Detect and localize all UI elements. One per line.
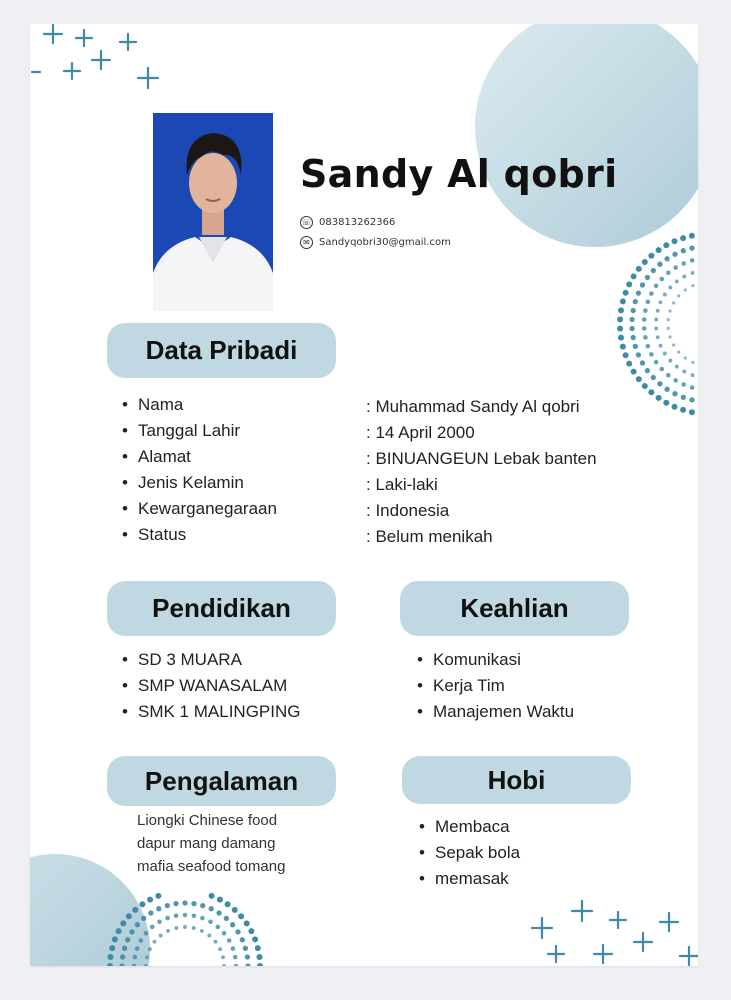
personal-values xyxy=(366,394,597,550)
decoration-dot xyxy=(669,335,672,338)
decoration-dot xyxy=(629,326,634,331)
decoration-dot xyxy=(673,378,678,383)
decoration-dot xyxy=(643,308,648,313)
decoration-dot xyxy=(159,934,163,938)
skill-item: • Kerja Tim xyxy=(417,673,574,699)
decoration-dot xyxy=(243,946,248,951)
decoration-dot xyxy=(174,914,179,919)
hobby-list xyxy=(419,814,520,892)
decoration-dot xyxy=(663,352,667,356)
section-title-keahlian: Keahlian xyxy=(400,581,629,636)
decoration-dot xyxy=(689,233,695,239)
email-address: Sandyqobri30@gmail.com xyxy=(319,237,451,248)
decoration-dot xyxy=(656,395,662,401)
decoration-dot xyxy=(656,309,660,313)
decoration-dot xyxy=(165,903,170,908)
decoration-dot xyxy=(217,897,223,903)
decoration-dot xyxy=(672,404,678,410)
decoration-dot xyxy=(645,368,650,373)
decoration-dot xyxy=(668,285,672,289)
decoration-dot xyxy=(681,395,686,400)
decoration-dot xyxy=(681,261,686,266)
decoration-dot xyxy=(157,920,162,925)
decoration-dot xyxy=(631,335,636,340)
decoration-dot xyxy=(141,916,146,921)
decoration-dot xyxy=(691,373,695,377)
decoration-dot xyxy=(165,916,170,921)
label-jenis-kelamin: • Jenis Kelamin xyxy=(122,470,277,496)
email-contact xyxy=(300,236,451,249)
decoration-dot xyxy=(200,916,205,921)
cv-page xyxy=(30,24,698,966)
decoration-dot xyxy=(657,381,662,386)
decoration-dot xyxy=(649,352,654,357)
decoration-dot xyxy=(257,954,263,960)
decoration-dot xyxy=(684,288,687,291)
top-right-circle xyxy=(475,24,698,247)
decoration-dot xyxy=(230,922,235,927)
decoration-dot xyxy=(646,300,651,305)
decoration-dot xyxy=(654,360,659,365)
decoration-dot xyxy=(139,938,144,943)
decoration-dot xyxy=(691,284,694,287)
decoration-dot xyxy=(669,309,672,312)
decoration-dot xyxy=(255,945,261,951)
decoration-dot xyxy=(659,344,663,348)
decoration-dot xyxy=(245,963,250,966)
decoration-dot xyxy=(677,294,680,297)
decoration-dot xyxy=(231,946,236,951)
decoration-dot xyxy=(656,247,662,253)
decoration-dot xyxy=(617,316,623,322)
decoration-dot xyxy=(648,253,654,259)
decoration-dot xyxy=(636,376,642,382)
decoration-dot xyxy=(681,248,686,253)
decoration-dot xyxy=(690,385,695,390)
label-nama: • Nama xyxy=(122,392,277,418)
decoration-dot xyxy=(214,940,218,944)
right-dot-arcs xyxy=(617,231,698,417)
decoration-dot xyxy=(642,383,648,389)
decoration-dot xyxy=(631,369,637,375)
decoration-dot xyxy=(192,926,196,930)
decoration-dot xyxy=(682,370,686,374)
decoration-dot xyxy=(633,344,638,349)
decoration-dot xyxy=(666,271,671,276)
skills-list xyxy=(417,647,574,725)
decoration-dot xyxy=(248,928,254,934)
decoration-dot xyxy=(631,273,637,279)
skill-item: • Komunikasi xyxy=(417,647,574,673)
decoration-dot xyxy=(192,914,197,919)
decoration-dot xyxy=(636,266,642,272)
decoration-dot xyxy=(225,901,231,907)
decoration-dot xyxy=(174,926,178,930)
decoration-dot xyxy=(120,954,125,959)
education-item: • SMP WANASALAM xyxy=(122,673,300,699)
top-left-crosses xyxy=(32,25,158,88)
decoration-dot xyxy=(209,906,214,911)
decoration-dot xyxy=(218,947,222,951)
decoration-dot xyxy=(227,938,232,943)
value-kewarganegaraan: : Indonesia xyxy=(366,501,450,520)
decoration-dot xyxy=(257,963,263,966)
decoration-dot xyxy=(667,318,670,321)
decoration-dot xyxy=(224,916,229,921)
decoration-dot xyxy=(209,893,215,899)
decoration-dot xyxy=(663,293,667,297)
decoration-dot xyxy=(233,955,238,960)
decoration-dot xyxy=(657,262,662,267)
decoration-dot xyxy=(234,964,239,966)
decoration-dot xyxy=(642,317,647,322)
skill-item: • Manajemen Waktu xyxy=(417,699,574,725)
decoration-dot xyxy=(659,300,663,304)
education-item: • SD 3 MUARA xyxy=(122,647,300,673)
experience-item: mafia seafood tomang xyxy=(137,858,286,875)
label-status: • Status xyxy=(122,522,277,548)
decoration-dot xyxy=(216,925,221,930)
decoration-dot xyxy=(668,359,672,363)
decoration-dot xyxy=(153,940,157,944)
decoration-dot xyxy=(672,301,675,304)
decoration-dot xyxy=(640,282,645,287)
decoration-dot xyxy=(643,335,648,340)
decoration-dot xyxy=(689,245,694,250)
decoration-dot xyxy=(636,352,641,357)
decoration-dot xyxy=(666,373,671,378)
decoration-dot xyxy=(108,954,114,960)
experience-item: Liongki Chinese food xyxy=(137,812,278,829)
decoration-dot xyxy=(640,360,645,365)
decoration-dot xyxy=(147,897,153,903)
decoration-dot xyxy=(112,936,118,942)
decoration-dot xyxy=(618,307,624,313)
decoration-dot xyxy=(654,318,658,322)
decoration-dot xyxy=(663,242,669,248)
decoration-dot xyxy=(200,929,204,933)
education-list xyxy=(122,647,300,725)
value-alamat: : BINUANGEUN Lebak banten xyxy=(366,449,597,468)
decoration-dot xyxy=(120,920,126,926)
decoration-dot xyxy=(150,925,155,930)
decoration-dot xyxy=(221,955,225,959)
decoration-dot xyxy=(660,367,665,372)
decoration-dot xyxy=(252,936,258,942)
decoration-dot xyxy=(626,361,632,367)
decoration-dot xyxy=(155,893,161,899)
decoration-dot xyxy=(664,387,669,392)
decoration-dot xyxy=(651,268,656,273)
decoration-dot xyxy=(672,238,678,244)
decoration-dot xyxy=(145,955,149,959)
decoration-dot xyxy=(135,922,140,927)
experience-item: dapur mang damang xyxy=(137,835,276,852)
phone-contact xyxy=(300,216,395,229)
value-nama: : Muhammad Sandy Al qobri xyxy=(366,397,580,416)
label-kewarganegaraan: • Kewarganegaraan xyxy=(122,496,277,522)
decoration-dot xyxy=(684,356,687,359)
decoration-dot xyxy=(240,937,245,942)
decoration-dot xyxy=(677,351,680,354)
decoration-dot xyxy=(235,929,240,934)
decoration-dot xyxy=(623,290,629,296)
decoration-dot xyxy=(122,946,127,951)
decoration-dot xyxy=(660,277,665,282)
decoration-dot xyxy=(633,299,638,304)
decoration-dot xyxy=(675,279,679,283)
decoration-dot xyxy=(620,298,626,304)
decoration-dot xyxy=(148,910,153,915)
decoration-dot xyxy=(183,913,188,918)
decoration-dot xyxy=(216,910,221,915)
decoration-dot xyxy=(649,291,654,296)
decoration-dot xyxy=(680,235,686,241)
section-title-pendidikan: Pendidikan xyxy=(107,581,336,636)
decoration-dot xyxy=(191,901,196,906)
label-tanggal-lahir: • Tanggal Lahir xyxy=(122,418,277,444)
decoration-dot xyxy=(681,382,686,387)
decoration-dot xyxy=(682,275,686,279)
value-status: : Belum menikah xyxy=(366,527,493,546)
hobby-item: • Sepak bola xyxy=(419,840,520,866)
decoration-dot xyxy=(691,361,694,364)
decoration-dot xyxy=(222,964,226,966)
decoration-dot xyxy=(654,327,658,331)
decoration-dot xyxy=(125,937,130,942)
decoration-dot xyxy=(691,271,695,275)
decoration-dot xyxy=(244,920,250,926)
decoration-dot xyxy=(156,906,161,911)
decoration-dot xyxy=(654,284,659,289)
decoration-dot xyxy=(617,326,623,332)
decoration-dot xyxy=(116,928,122,934)
experience-list xyxy=(137,809,285,878)
decoration-dot xyxy=(148,947,152,951)
decoration-dot xyxy=(646,344,651,349)
decoration-dot xyxy=(133,955,138,960)
decoration-dot xyxy=(623,352,629,358)
decoration-dot xyxy=(132,907,138,913)
decoration-dot xyxy=(222,931,227,936)
decoration-dot xyxy=(663,400,669,406)
decoration-dot xyxy=(689,397,694,402)
value-tanggal-lahir: : 14 April 2000 xyxy=(366,423,475,442)
decoration-dot xyxy=(183,925,187,929)
decoration-dot xyxy=(129,929,134,934)
decoration-dot xyxy=(672,391,677,396)
section-title-pengalaman: Pengalaman xyxy=(107,756,336,806)
decoration-dot xyxy=(690,258,695,263)
decoration-dot xyxy=(208,920,213,925)
decoration-dot xyxy=(200,903,205,908)
bottom-left-circle xyxy=(30,854,150,966)
decoration-dot xyxy=(642,259,648,265)
decoration-dot xyxy=(648,389,654,395)
decoration-dot xyxy=(135,946,140,951)
decoration-dot xyxy=(675,365,679,369)
personal-labels xyxy=(122,392,277,548)
decoration-dot xyxy=(645,275,650,280)
decoration-dot xyxy=(126,913,132,919)
decoration-dot xyxy=(207,934,211,938)
decoration-dot xyxy=(629,317,634,322)
decoration-dot xyxy=(238,913,244,919)
hobby-item: • Membaca xyxy=(419,814,520,840)
decoration-dot xyxy=(680,407,686,413)
decoration-dot xyxy=(689,409,695,415)
bottom-right-crosses xyxy=(532,901,698,965)
education-item: • SMK 1 MALINGPING xyxy=(122,699,300,725)
decoration-dot xyxy=(672,343,675,346)
decoration-dot xyxy=(166,929,170,933)
decoration-dot xyxy=(618,335,624,341)
decoration-dot xyxy=(626,281,632,287)
decoration-dot xyxy=(173,901,178,906)
full-name: Sandy Al qobri xyxy=(300,152,618,196)
section-title-hobi: Hobi xyxy=(402,756,631,804)
section-title-data-pribadi: Data Pribadi xyxy=(107,323,336,378)
decoration-dot xyxy=(620,344,626,350)
decoration-dot xyxy=(139,901,145,907)
decoration-dot xyxy=(651,375,656,380)
decoration-dot xyxy=(245,954,250,959)
decoration-dot xyxy=(673,265,678,270)
decoration-dot xyxy=(656,335,660,339)
decoration-dot xyxy=(144,931,149,936)
profile-photo xyxy=(153,113,273,311)
decoration-dot xyxy=(631,308,636,313)
hobby-item: • memasak xyxy=(419,866,520,892)
mail-icon: ✉ xyxy=(300,236,313,249)
decoration-dot xyxy=(667,327,670,330)
decoration-dot xyxy=(664,256,669,261)
decoration-dot xyxy=(232,907,238,913)
value-jenis-kelamin: : Laki-laki xyxy=(366,475,438,494)
phone-icon: ☏ xyxy=(300,216,313,229)
decoration-dot xyxy=(642,326,647,331)
phone-number: 083813262366 xyxy=(319,217,396,228)
decoration-dot xyxy=(182,900,187,905)
decoration-dot xyxy=(636,290,641,295)
decoration-dot xyxy=(672,252,677,257)
label-alamat: • Alamat xyxy=(122,444,277,470)
decoration-dot xyxy=(109,945,115,951)
